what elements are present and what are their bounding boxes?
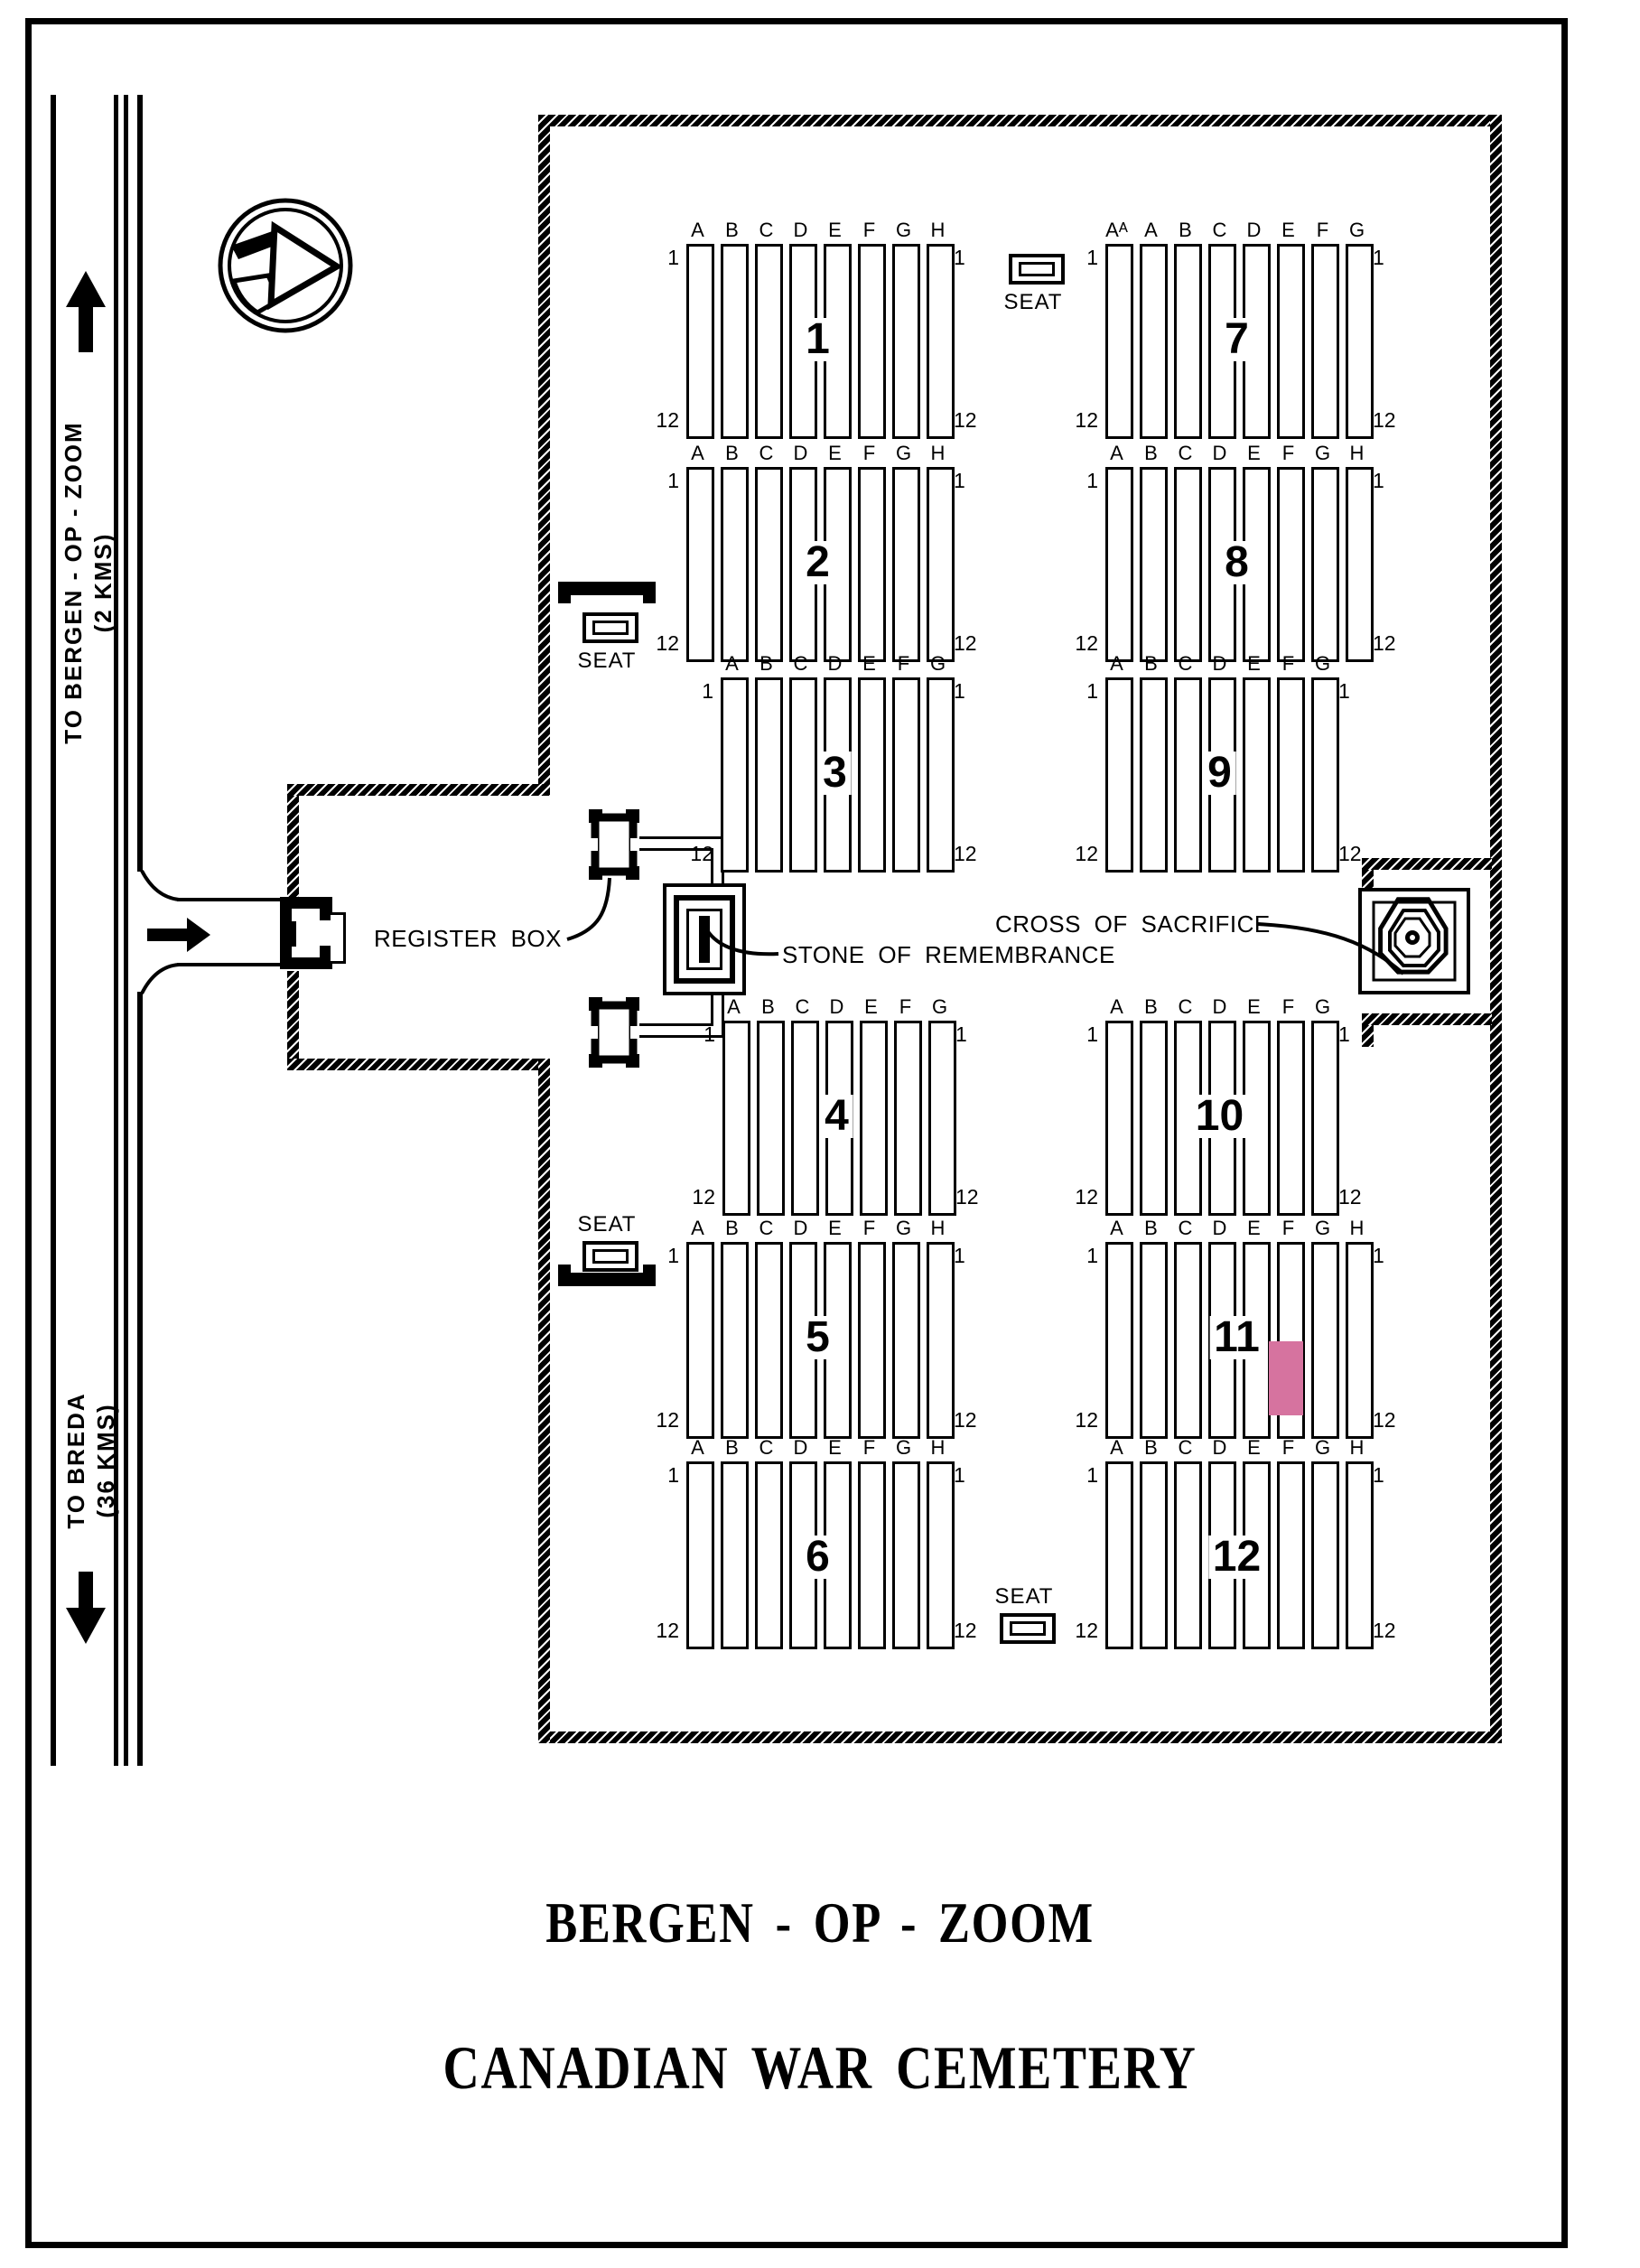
seat-label: SEAT	[994, 1584, 1054, 1609]
section-7-row-F	[1311, 244, 1339, 439]
section-12-row-B	[1140, 1461, 1168, 1649]
section-5-row-A	[686, 1242, 714, 1439]
path-line	[639, 836, 724, 839]
section-2-row-H	[927, 467, 955, 662]
entrance-gate-slit	[287, 921, 296, 947]
grave-number-end: 12	[1075, 631, 1098, 655]
section-number-9: 9	[1203, 751, 1236, 795]
grave-number-end: 12	[1338, 1185, 1362, 1209]
grave-number-end: 12	[692, 1185, 715, 1209]
grave-number-start: 1	[1373, 1244, 1384, 1267]
section-9-row-E	[1243, 677, 1271, 873]
grave-number-start: 1	[955, 1022, 967, 1046]
column-letter: H	[1349, 1217, 1365, 1239]
road-label-bergen-text: TO BERGEN - OP - ZOOM	[60, 421, 87, 744]
page-title-line1: BERGEN - OP - ZOOM	[545, 1890, 1095, 1955]
cross-of-sacrifice-label: CROSS OF SACRIFICE	[995, 910, 1271, 938]
column-letter: C	[793, 652, 808, 675]
grave-number-start: 1	[667, 469, 679, 492]
column-letter: F	[1281, 442, 1295, 464]
section-12-row-G	[1311, 1461, 1339, 1649]
section-8-row-G	[1311, 467, 1339, 662]
section-7-row-E	[1277, 244, 1305, 439]
section-4-row-C	[791, 1021, 819, 1216]
section-12-row-C	[1174, 1461, 1202, 1649]
column-letter: E	[862, 652, 876, 675]
boundary-wall-recess-left-upper	[287, 796, 299, 897]
column-letter: B	[759, 652, 773, 675]
column-letter: C	[1212, 219, 1227, 241]
column-letter: H	[930, 219, 946, 241]
grave-number-start: 1	[1086, 469, 1098, 492]
section-12-row-H	[1346, 1461, 1374, 1649]
road-label-breda-distance: (36 KMS)	[92, 1403, 119, 1518]
section-8-row-H	[1346, 467, 1374, 662]
section-8-row-C	[1174, 467, 1202, 662]
section-5-row-F	[858, 1242, 886, 1439]
column-letter: A	[1110, 1217, 1123, 1239]
section-6-row-A	[686, 1461, 714, 1649]
grave-number-end: 12	[1075, 842, 1098, 865]
section-9-row-C	[1174, 677, 1202, 873]
south-road-arrow-shaft	[79, 1572, 93, 1610]
cross-hedge-bottom	[1362, 1013, 1492, 1025]
grave-number-end: 12	[690, 842, 713, 865]
section-11-row-A	[1105, 1242, 1133, 1439]
boundary-wall-left-upper	[538, 115, 550, 796]
section-number-11: 11	[1209, 1316, 1264, 1359]
grave-number-start: 1	[1086, 246, 1098, 269]
section-7-row-A	[1140, 244, 1168, 439]
road-line	[137, 992, 143, 1766]
cross-of-sacrifice-icon	[1358, 888, 1470, 994]
section-number-4: 4	[820, 1095, 853, 1138]
road-label-breda-text: TO BREDA	[62, 1392, 89, 1529]
grave-number-start: 1	[1373, 246, 1384, 269]
column-letter: C	[1178, 442, 1193, 464]
section-1-row-B	[721, 244, 749, 439]
section-4-row-E	[860, 1021, 888, 1216]
column-letter: G	[895, 219, 912, 241]
section-number-12: 12	[1208, 1535, 1265, 1579]
column-letter: B	[725, 1436, 739, 1459]
column-letter: B	[725, 442, 739, 464]
section-1-row-F	[858, 244, 886, 439]
column-letter: D	[793, 1436, 808, 1459]
section-number-6: 6	[801, 1535, 834, 1579]
boundary-wall-bottom	[538, 1731, 1502, 1743]
column-letter: D	[793, 219, 808, 241]
section-1-row-H	[927, 244, 955, 439]
column-letter: A	[725, 652, 739, 675]
section-11-row-B	[1140, 1242, 1168, 1439]
column-letter: F	[862, 1436, 876, 1459]
section-3-row-F	[892, 677, 920, 873]
section-1-row-G	[892, 244, 920, 439]
seat-label: SEAT	[577, 1212, 637, 1237]
north-road-arrow-icon	[66, 271, 106, 307]
column-letter: C	[795, 995, 810, 1018]
grave-number-start: 1	[1338, 679, 1350, 703]
page-title-line2: CANADIAN WAR CEMETERY	[443, 2033, 1197, 2102]
grave-number-end: 12	[1373, 1619, 1396, 1642]
section-2-row-A	[686, 467, 714, 662]
section-2-row-F	[858, 467, 886, 662]
column-letter: C	[759, 442, 774, 464]
column-letter: H	[1349, 442, 1365, 464]
grave-number-start: 1	[1086, 679, 1098, 703]
column-letter: D	[829, 995, 844, 1018]
column-letter: E	[828, 1436, 842, 1459]
path-line	[711, 992, 713, 1023]
grave-number-end: 12	[954, 1619, 977, 1642]
south-road-arrow-icon	[66, 1608, 106, 1644]
column-letter: G	[1314, 442, 1331, 464]
column-letter: E	[828, 219, 842, 241]
column-letter: H	[930, 1217, 946, 1239]
column-letter: E	[1247, 652, 1261, 675]
column-letter: A	[1110, 652, 1123, 675]
grave-number-start: 1	[1373, 1463, 1384, 1487]
grave-number-end: 12	[1338, 842, 1362, 865]
column-letter: D	[827, 652, 843, 675]
grave-number-start: 1	[1086, 1244, 1098, 1267]
grave-number-end: 12	[1373, 631, 1396, 655]
grave-number-end: 12	[1075, 408, 1098, 432]
column-letter: E	[864, 995, 878, 1018]
road-line	[137, 95, 143, 872]
grave-number-end: 12	[656, 631, 679, 655]
column-letter: D	[1212, 652, 1227, 675]
section-8-row-B	[1140, 467, 1168, 662]
section-10-row-F	[1277, 1021, 1305, 1216]
seat-icon	[582, 1241, 638, 1272]
column-letter: B	[1144, 1217, 1158, 1239]
section-number-1: 1	[801, 318, 834, 361]
column-letter: E	[828, 1217, 842, 1239]
column-letter: F	[862, 442, 876, 464]
section-4-row-F	[894, 1021, 922, 1216]
section-8-row-F	[1277, 467, 1305, 662]
column-letter: F	[1281, 995, 1295, 1018]
grave-number-start: 1	[954, 246, 965, 269]
section-6-row-B	[721, 1461, 749, 1649]
column-letter: F	[897, 652, 910, 675]
column-letter: A	[1110, 995, 1123, 1018]
grave-number-start: 1	[667, 1244, 679, 1267]
column-letter: D	[1212, 1217, 1227, 1239]
cross-hedge-top	[1362, 858, 1492, 870]
section-3-row-G	[927, 677, 955, 873]
column-letter: G	[895, 1217, 912, 1239]
column-letter: C	[759, 1217, 774, 1239]
column-letter: A	[691, 1436, 704, 1459]
entrance-arrow-shaft	[147, 929, 187, 941]
column-letter: B	[761, 995, 775, 1018]
column-letter: B	[1144, 442, 1158, 464]
register-box-structure-upper	[589, 809, 639, 880]
seat-hedge-cap	[558, 1265, 571, 1273]
column-letter: B	[1179, 219, 1192, 241]
road-label-bergen-distance: (2 KMS)	[89, 532, 116, 633]
column-letter: C	[1178, 1217, 1193, 1239]
section-number-2: 2	[801, 541, 834, 584]
seat-icon-inner	[592, 621, 629, 635]
column-letter: A	[691, 442, 704, 464]
seat-hedge	[558, 1273, 656, 1286]
section-11-row-C	[1174, 1242, 1202, 1439]
section-10-row-B	[1140, 1021, 1168, 1216]
grave-number-start: 1	[954, 469, 965, 492]
seat-icon-inner	[1010, 1621, 1046, 1636]
boundary-wall-top	[538, 115, 1502, 126]
column-letter: C	[1178, 995, 1193, 1018]
section-3-row-C	[789, 677, 817, 873]
entrance-arrow-icon	[187, 918, 210, 952]
grave-number-start: 1	[954, 679, 965, 703]
column-letter: G	[1314, 652, 1331, 675]
column-letter: G	[1314, 1436, 1331, 1459]
grave-number-end: 12	[656, 1619, 679, 1642]
column-letter: A	[727, 995, 741, 1018]
section-1-row-A	[686, 244, 714, 439]
stone-of-remembrance-icon	[699, 916, 710, 963]
road-line	[124, 95, 128, 1766]
column-letter: E	[828, 442, 842, 464]
seat-icon	[582, 612, 638, 643]
section-7-row-B	[1174, 244, 1202, 439]
column-letter: E	[1247, 442, 1261, 464]
section-9-row-G	[1311, 677, 1339, 873]
column-letter: F	[1316, 219, 1329, 241]
column-letter: F	[1281, 1217, 1295, 1239]
section-7-row-Aᴬ	[1105, 244, 1133, 439]
column-letter: G	[931, 995, 948, 1018]
grave-number-start: 1	[704, 1022, 715, 1046]
grave-number-end: 12	[954, 1408, 977, 1432]
grave-number-start: 1	[1086, 1022, 1098, 1046]
seat-label: SEAT	[577, 649, 637, 673]
section-9-row-A	[1105, 677, 1133, 873]
grave-number-start: 1	[954, 1244, 965, 1267]
section-number-10: 10	[1191, 1095, 1248, 1138]
section-2-row-C	[755, 467, 783, 662]
column-letter: E	[1247, 1217, 1261, 1239]
section-3-row-E	[858, 677, 886, 873]
column-letter: A	[1144, 219, 1158, 241]
cross-hedge-bottom-stub	[1362, 1025, 1374, 1047]
section-11-row-G	[1311, 1242, 1339, 1439]
column-letter: H	[930, 442, 946, 464]
section-4-row-B	[757, 1021, 785, 1216]
section-number-8: 8	[1220, 541, 1253, 584]
column-letter: D	[1212, 1436, 1227, 1459]
grave-number-start: 1	[954, 1463, 965, 1487]
column-letter: A	[691, 219, 704, 241]
boundary-wall-recess-bottom	[287, 1059, 550, 1070]
section-9-row-B	[1140, 677, 1168, 873]
entrance-path-top-edge	[177, 898, 282, 901]
column-letter: A	[1110, 442, 1123, 464]
section-3-row-A	[721, 677, 749, 873]
seat-label: SEAT	[1003, 290, 1063, 314]
grave-number-end: 12	[656, 408, 679, 432]
section-5-row-G	[892, 1242, 920, 1439]
road-line	[51, 95, 56, 1766]
column-letter: G	[895, 442, 912, 464]
column-letter: C	[1178, 652, 1193, 675]
column-letter: C	[759, 219, 774, 241]
column-letter: B	[1144, 652, 1158, 675]
boundary-wall-recess-left-lower	[287, 971, 299, 1070]
grave-number-end: 12	[955, 1185, 979, 1209]
column-letter: F	[899, 995, 912, 1018]
section-number-5: 5	[801, 1316, 834, 1359]
seat-icon-inner	[1019, 262, 1055, 276]
grave-number-start: 1	[1086, 1463, 1098, 1487]
grave-number-end: 12	[954, 408, 977, 432]
column-letter: E	[1247, 1436, 1261, 1459]
boundary-wall-recess-top	[287, 784, 550, 796]
road-label-breda	[61, 1361, 121, 1560]
section-6-row-G	[892, 1461, 920, 1649]
column-letter: D	[1212, 995, 1227, 1018]
section-4-row-G	[928, 1021, 956, 1216]
boundary-wall-left-lower	[538, 1059, 550, 1743]
column-letter: G	[929, 652, 946, 675]
section-6-row-C	[755, 1461, 783, 1649]
section-10-row-G	[1311, 1021, 1339, 1216]
section-2-row-B	[721, 467, 749, 662]
section-12-row-F	[1277, 1461, 1305, 1649]
seat-icon-inner	[592, 1249, 629, 1264]
section-7-row-G	[1346, 244, 1374, 439]
stone-of-remembrance-label: STONE OF REMEMBRANCE	[782, 941, 1115, 968]
column-letter: G	[895, 1436, 912, 1459]
seat-icon	[1000, 1613, 1056, 1644]
grave-number-start: 1	[702, 679, 713, 703]
grave-number-end: 12	[1075, 1619, 1098, 1642]
grave-number-end: 12	[1075, 1185, 1098, 1209]
seat-hedge	[558, 582, 656, 595]
grave-number-end: 12	[954, 842, 977, 865]
grave-number-start: 1	[667, 246, 679, 269]
section-6-row-F	[858, 1461, 886, 1649]
column-letter: F	[862, 219, 876, 241]
column-letter: F	[1281, 652, 1295, 675]
grave-number-end: 12	[1075, 1408, 1098, 1432]
column-letter: B	[1144, 995, 1158, 1018]
section-10-row-A	[1105, 1021, 1133, 1216]
column-letter: H	[930, 1436, 946, 1459]
register-box-label: REGISTER BOX	[373, 925, 562, 952]
column-letter: E	[1247, 995, 1261, 1018]
road-label-bergen	[59, 384, 118, 781]
grave-number-end: 12	[656, 1408, 679, 1432]
column-letter: B	[725, 219, 739, 241]
section-number-3: 3	[818, 751, 852, 795]
column-letter: F	[1281, 1436, 1295, 1459]
grave-number-end: 12	[1373, 1408, 1396, 1432]
grave-number-end: 12	[1373, 408, 1396, 432]
section-8-row-A	[1105, 467, 1133, 662]
column-letter: D	[1246, 219, 1262, 241]
section-3-row-B	[755, 677, 783, 873]
column-letter: G	[1314, 1217, 1331, 1239]
column-letter: A	[1110, 1436, 1123, 1459]
column-letter: B	[725, 1217, 739, 1239]
column-letter: C	[1178, 1436, 1193, 1459]
column-letter: G	[1314, 995, 1331, 1018]
section-number-7: 7	[1220, 318, 1253, 361]
section-2-row-G	[892, 467, 920, 662]
grave-number-start: 1	[667, 1463, 679, 1487]
column-letter: D	[793, 1217, 808, 1239]
register-box-structure-lower	[589, 997, 639, 1068]
section-5-row-C	[755, 1242, 783, 1439]
section-5-row-H	[927, 1242, 955, 1439]
column-letter: E	[1281, 219, 1295, 241]
column-letter: G	[1348, 219, 1365, 241]
seat-hedge-cap	[558, 595, 571, 603]
grave-number-start: 1	[1373, 469, 1384, 492]
column-letter: D	[793, 442, 808, 464]
section-11-row-H	[1346, 1242, 1374, 1439]
seat-hedge-cap	[643, 595, 656, 603]
highlighted-grave	[1269, 1341, 1303, 1415]
column-letter: C	[759, 1436, 774, 1459]
grave-number-end: 12	[954, 631, 977, 655]
north-road-arrow-shaft	[79, 305, 93, 352]
compass-north-icon	[215, 195, 356, 336]
column-letter: Aᴬ	[1105, 219, 1128, 241]
section-4-row-A	[722, 1021, 750, 1216]
section-12-row-A	[1105, 1461, 1133, 1649]
grave-number-start: 1	[1338, 1022, 1350, 1046]
column-letter: F	[862, 1217, 876, 1239]
column-letter: H	[1349, 1436, 1365, 1459]
entrance-path-bottom-edge	[177, 963, 282, 966]
section-5-row-B	[721, 1242, 749, 1439]
section-6-row-H	[927, 1461, 955, 1649]
section-9-row-F	[1277, 677, 1305, 873]
column-letter: A	[691, 1217, 704, 1239]
boundary-wall-right	[1490, 115, 1502, 1743]
column-letter: B	[1144, 1436, 1158, 1459]
section-1-row-C	[755, 244, 783, 439]
seat-icon	[1009, 254, 1065, 285]
column-letter: D	[1212, 442, 1227, 464]
